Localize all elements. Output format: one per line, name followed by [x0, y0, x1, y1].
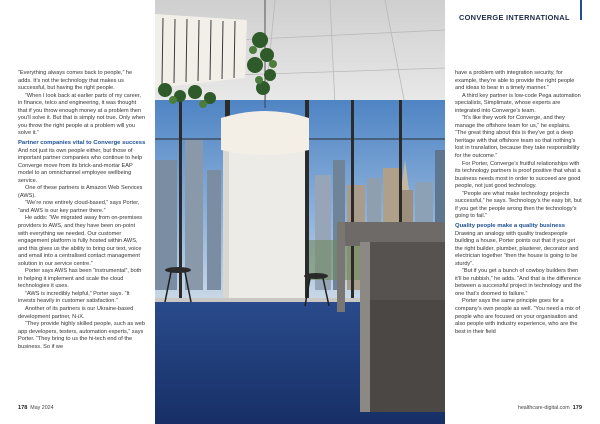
paragraph: “Everything always comes back to people,” he adds. It’s not the technology that makes us successful, but having the right people.	[18, 70, 133, 92]
paragraph: A third key partner is low-code Pega automation specialists, Simplimate, whose experts are integrated into Converge’s team.	[455, 92, 581, 114]
brand-accent-bar	[580, 0, 582, 20]
office-photo	[155, 0, 445, 424]
paragraph: Porter says AWS has been “instrumental”, both in helping it implement and scale the cloud technologies it uses.	[18, 268, 142, 290]
paragraph: “They provide highly skilled people, such as web app developers, testers, automation experts,” says Porter. “They bring to us the hi-tech end of the business. So if we	[18, 321, 146, 350]
paragraph: “AWS is incredibly helpful,” Porter says. “It invests heavily in customer satisfaction.”	[18, 290, 130, 305]
paragraph: “When I look back at earlier parts of my career, in finance, telco and engineering, it was thought that if you throw enough money at a problem then you’ll solve it. But that is simply not true. Only when you throw the right people at a problem will you solve it.”	[18, 92, 146, 137]
paragraph: For Porter, Converge’s fruitful relationships with its technology partners is proof positive that what a business needs most in order to succeed are good people, not just good technology.	[455, 160, 581, 190]
footer-left	[18, 405, 54, 411]
paragraph: have a problem with integration security, for example, they’re able to provide the right people and ideas to bear in a timely manner.”	[455, 70, 575, 92]
right-text-column	[455, 70, 583, 336]
section-heading: Partner companies vital to Converge success	[18, 139, 146, 146]
website-link[interactable]: healthcare-digital.com	[517, 405, 570, 411]
paragraph: He adds: “We migrated away from on-premises providers to AWS, and they have been on-point with everything we needed. Our customer engagement platform is fully hosted within AWS, and this gives us the ability to bring our text, voice and email into a centralised contact management solution in our service centre.”	[18, 215, 143, 267]
paragraph: Drawing an analogy with quality tradespeople building a house, Porter points out that if you get the right builder, plumber, plasterer, decorator and electrician together “then the house is going to be sturdy”.	[455, 230, 579, 267]
footer-right	[518, 405, 582, 411]
publication-brand: CONVERGE INTERNATIONAL	[459, 13, 570, 22]
paragraph: “It’s like they work for Converge, and they manage the offshore team for us,” he explains. “The great thing about this is they’ve got a deep heritage with that offshore team so that nothing’s lost in translation, because they take responsibility for the outcome.”	[455, 115, 580, 160]
page-number: 178	[18, 405, 28, 411]
left-text-column	[18, 70, 146, 351]
paragraph: “People are what make technology projects successful,” he says. Technology’s the easy bit, but if you get the people wrong then the technology’s going to fail.”	[455, 190, 582, 220]
section-heading: Quality people make a quality business	[455, 222, 565, 229]
paragraph: One of these partners is Amazon Web Services (AWS).	[18, 185, 143, 199]
paragraph: “We’re now entirely cloud-based,” says Porter, “and AWS is our key partner there.”	[18, 200, 140, 214]
page-number: 179	[572, 405, 582, 411]
paragraph: And not just its own people either, but those of important partner companies who continue to help Converge move from its brick-and-mortar EAP model to an omnichannel employee wellbeing service.	[18, 147, 143, 184]
issue-date: May 2024	[30, 405, 54, 411]
paragraph: Porter says the same principle goes for a company’s own people as well. “You need a mix of people who are focused on your organisation and also people with industry experience, who are the best in their field	[455, 298, 581, 335]
paragraph: “But if you get a bunch of cowboy builders then it’ll be rubbish,” he adds. “And that is the difference between a successful project in technology and the one that’s doomed to failure.”	[455, 268, 582, 297]
paragraph: Another of its partners is our Ukraine-based development partner, N-iX.	[18, 306, 134, 320]
